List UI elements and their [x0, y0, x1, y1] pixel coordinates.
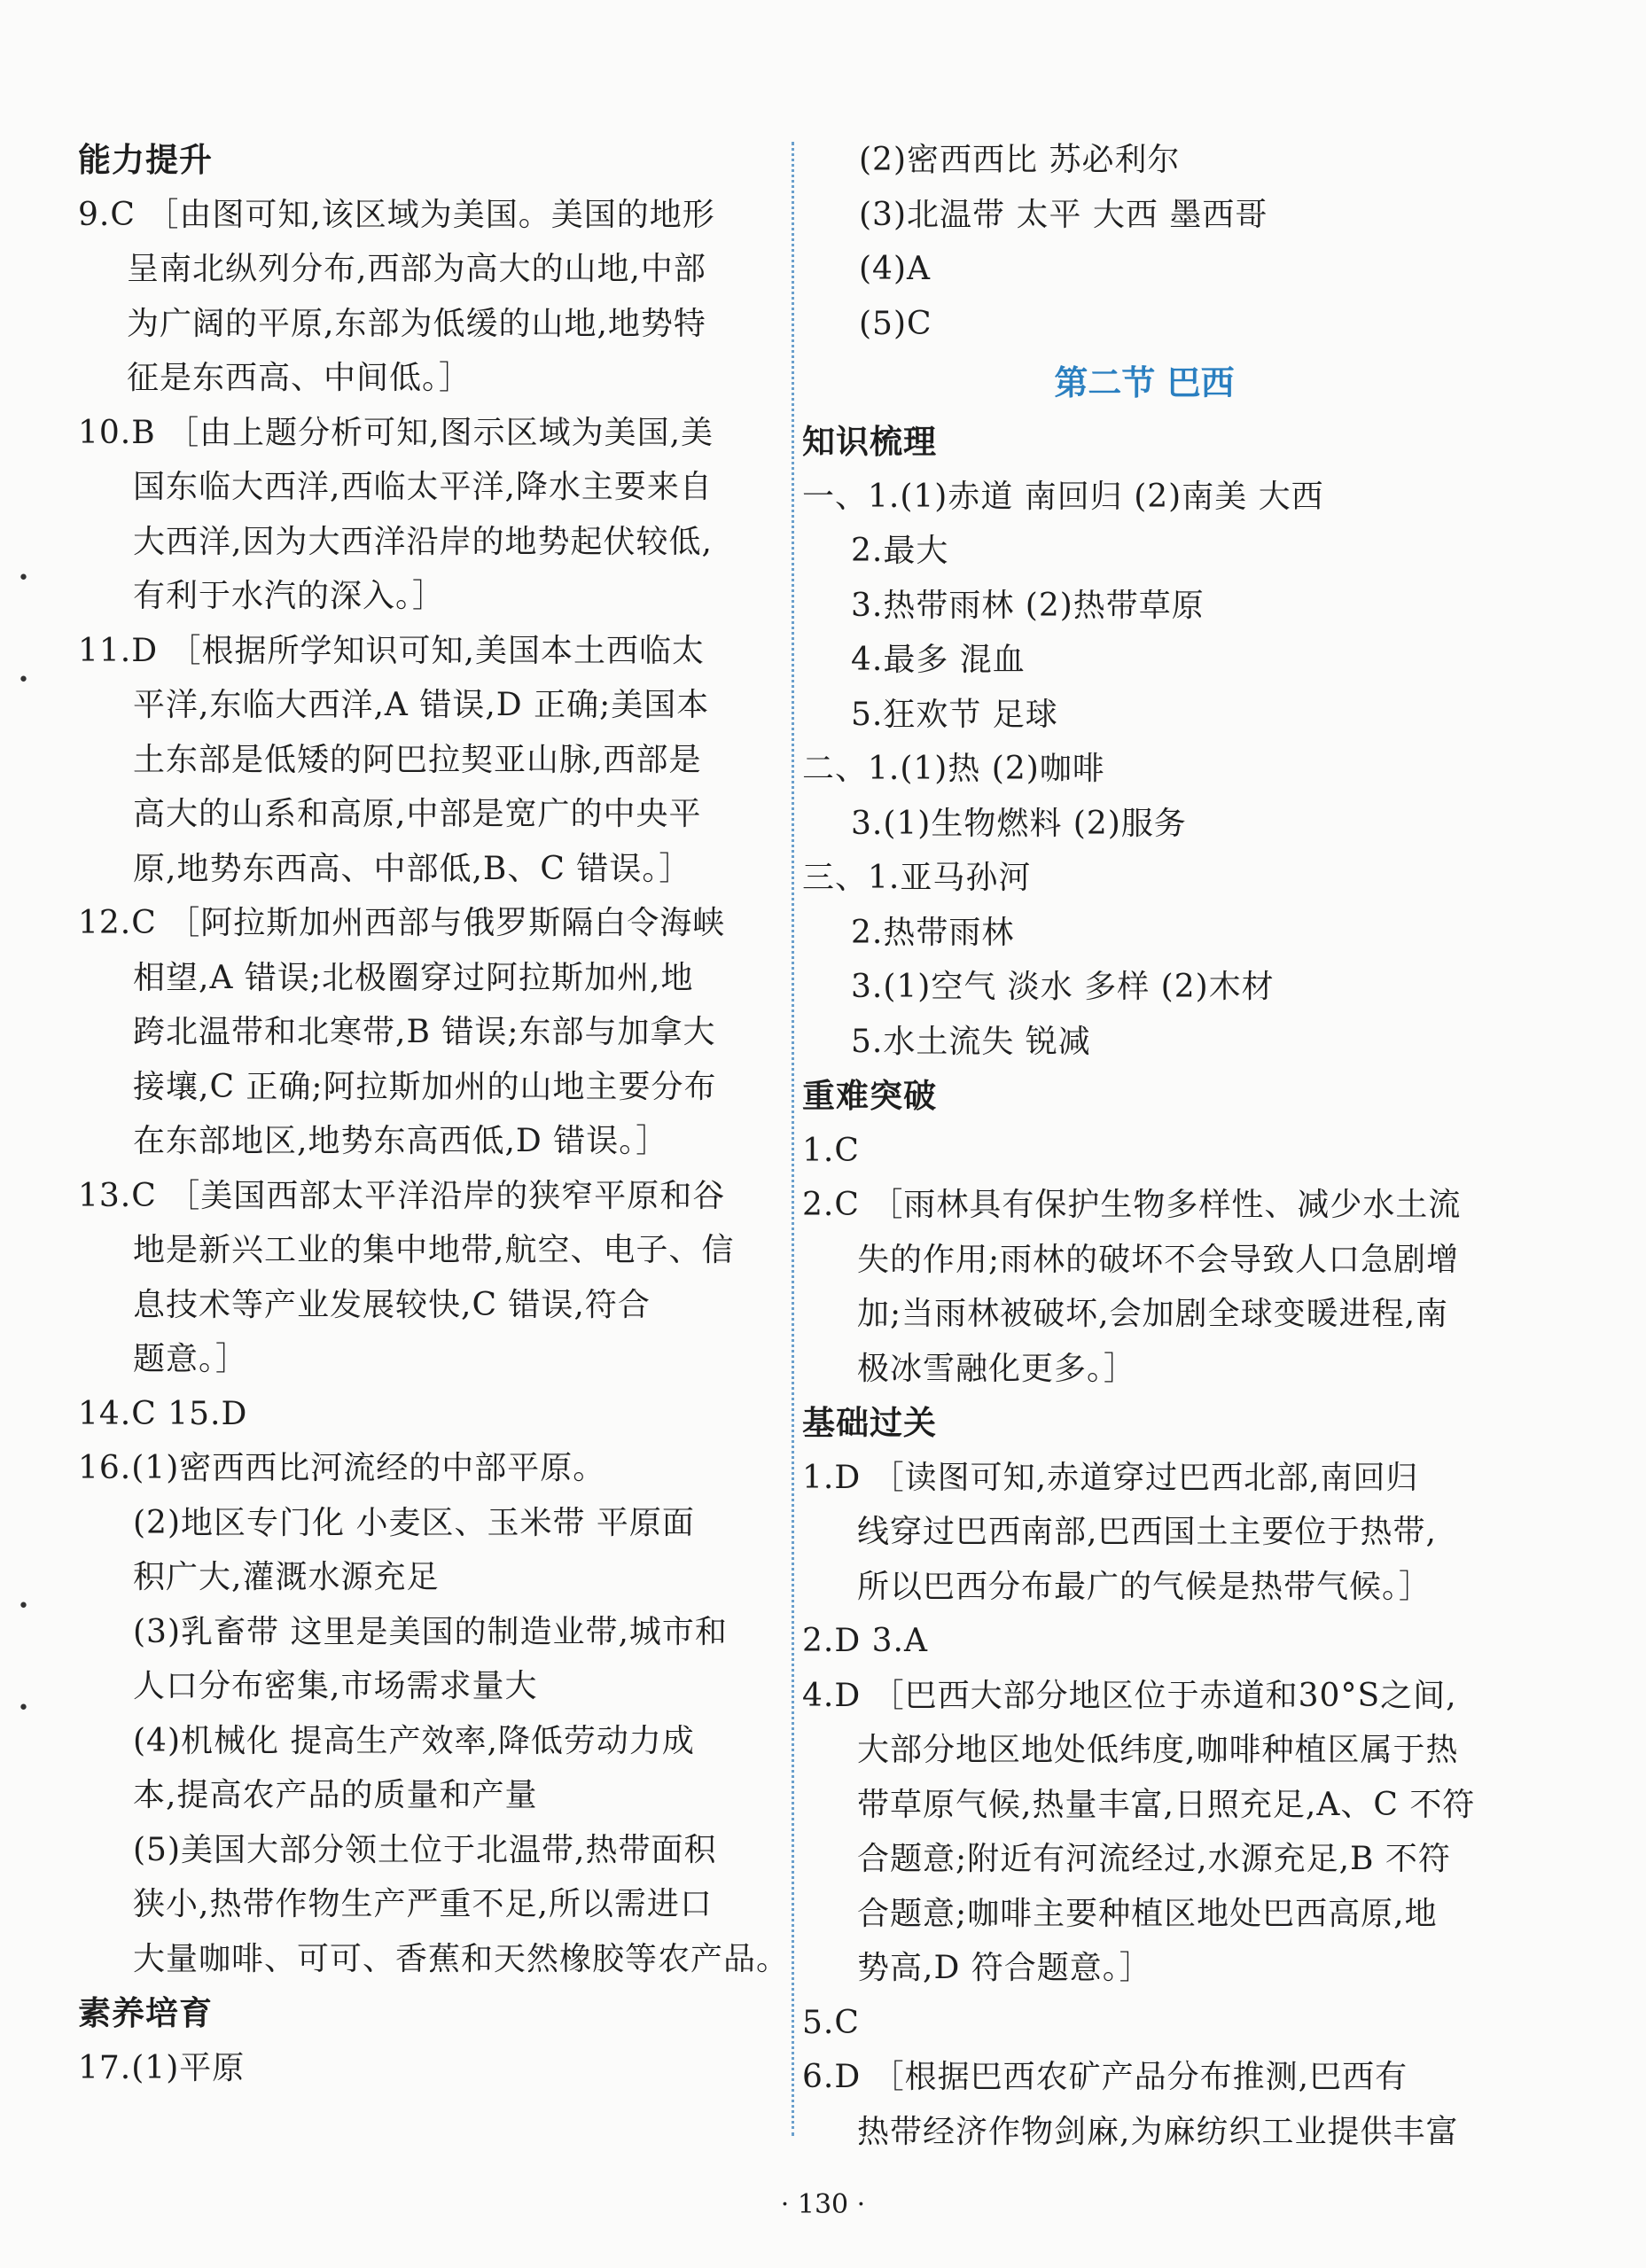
answer-q12: 12.C ［阿拉斯加州西部与俄罗斯隔白令海峡 相望,A 错误;北极圈穿过阿拉斯加州,地 跨北温带和北寒带,B 错误;东部与加拿大 接壤,C 正确;阿拉斯加州的山地主要分布 在东部地区,地势东高西低,D 错误。］ — [78, 905, 726, 1159]
margin-mark: • — [18, 1595, 29, 1617]
left-column — [78, 133, 790, 2095]
answer-q10: 10.B ［由上题分析可知,图示区域为美国,美 国东临大西洋,西临太平洋,降水主要来自 大西洋,因为大西洋沿岸的地势起伏较低, 有利于水汽的深入。］ — [78, 414, 714, 614]
answer-q14-15: 14.C 15.D — [78, 1395, 248, 1432]
answer-q17: 17.(1)平原 — [78, 2049, 246, 2086]
basic-list: 1.D ［读图可知,赤道穿过巴西北部,南回归 线穿过巴西南部,巴西国土主要位于热带, 所以巴西分布最广的气候是热带气候。］ 2.D 3.A 4.D ［巴西大部分地区位于赤道和30°S之间, 大部分地区地处低纬度,咖啡种植区属于热 带草原气候,热量丰富,日照充足,A、C 不符 合题意;附近有河流经过,水源充足,B 不符 合题意;咖啡主要种植区地处巴西高原,地 势高,D 符合题意。］ 5.C 6.D ［根据巴西农矿产品分布推测,巴西有 热带经济作物剑麻,为麻纺织工业提供丰富 — [802, 1459, 1476, 2150]
answer-q17-cont: (2)密西西比 苏必利尔 (3)北温带 太平 大西 墨西哥 (4)A (5)C — [859, 142, 1268, 342]
answer-q13: 13.C ［美国西部太平洋沿岸的狭窄平原和谷 地是新兴工业的集中地带,航空、电子、信 息技术等产业发展较快,C 错误,符合 题意。］ — [78, 1177, 735, 1377]
heading-quality: 素养培育 — [78, 1994, 213, 2032]
key-list: 1.C 2.C ［雨林具有保护生物多样性、减少水土流 失的作用;雨林的破坏不会导致人口急剧增 加;当雨林被破坏,会加剧全球变暖进程,南 极冰雪融化更多。］ — [802, 1132, 1462, 1387]
margin-mark: • — [18, 1697, 29, 1719]
heading-basic: 基础过关 — [802, 1404, 937, 1442]
answer-q9: 9.C ［由图可知,该区域为美国。美国的地形 呈南北纵列分布,西部为高大的山地,中部 为广阔的平原,东部为低缓的山地,地势特 征是东西高、中间低。］ — [78, 196, 715, 396]
answer-q16: 16.(1)密西西比河流经的中部平原。 (2)地区专门化 小麦区、玉米带 平原面 积广大,灌溉水源充足 (3)乳畜带 这里是美国的制造业带,城市和 人口分布密集,市场需求量大 (4)机械化 提高生产效率,降低劳动力成 本,提高农产品的质量和产量 (5)美国大部分领土位于北温带,热带面积 狭小,热带作物生产严重不足,所以需进口 大量咖啡、可可、香蕉和天然橡胶等农产品。 — [78, 1450, 790, 1977]
page-number: · 130 · — [780, 2189, 866, 2220]
margin-mark: • — [18, 567, 29, 589]
column-divider — [792, 142, 794, 2136]
heading-knowledge: 知识梳理 — [802, 423, 937, 461]
answer-q11: 11.D ［根据所学知识可知,美国本土西临太 平洋,东临大西洋,A 错误,D 正确;美国本 土东部是低矮的阿巴拉契亚山脉,西部是 高大的山系和高原,中部是宽广的中央平 原,地势东西高、中部低,B、C 错误。］ — [78, 632, 710, 887]
heading-key: 重难突破 — [802, 1077, 937, 1115]
right-column — [802, 133, 1486, 2159]
knowledge-list: 一、1.(1)赤道 南回归 (2)南美 大西 2.最大 3.热带雨林 (2)热带草原 4.最多 混血 5.狂欢节 足球 二、1.(1)热 (2)咖啡 3.(1)生物燃料 (2)服务 三、1.亚马孙河 2.热带雨林 3.(1)空气 淡水 多样 (2)木材 5.水土流失 锐减 — [802, 478, 1324, 1060]
margin-mark: • — [18, 669, 29, 691]
section-title: 第二节 巴西 — [1054, 363, 1235, 402]
heading-ability: 能力提升 — [78, 141, 213, 179]
